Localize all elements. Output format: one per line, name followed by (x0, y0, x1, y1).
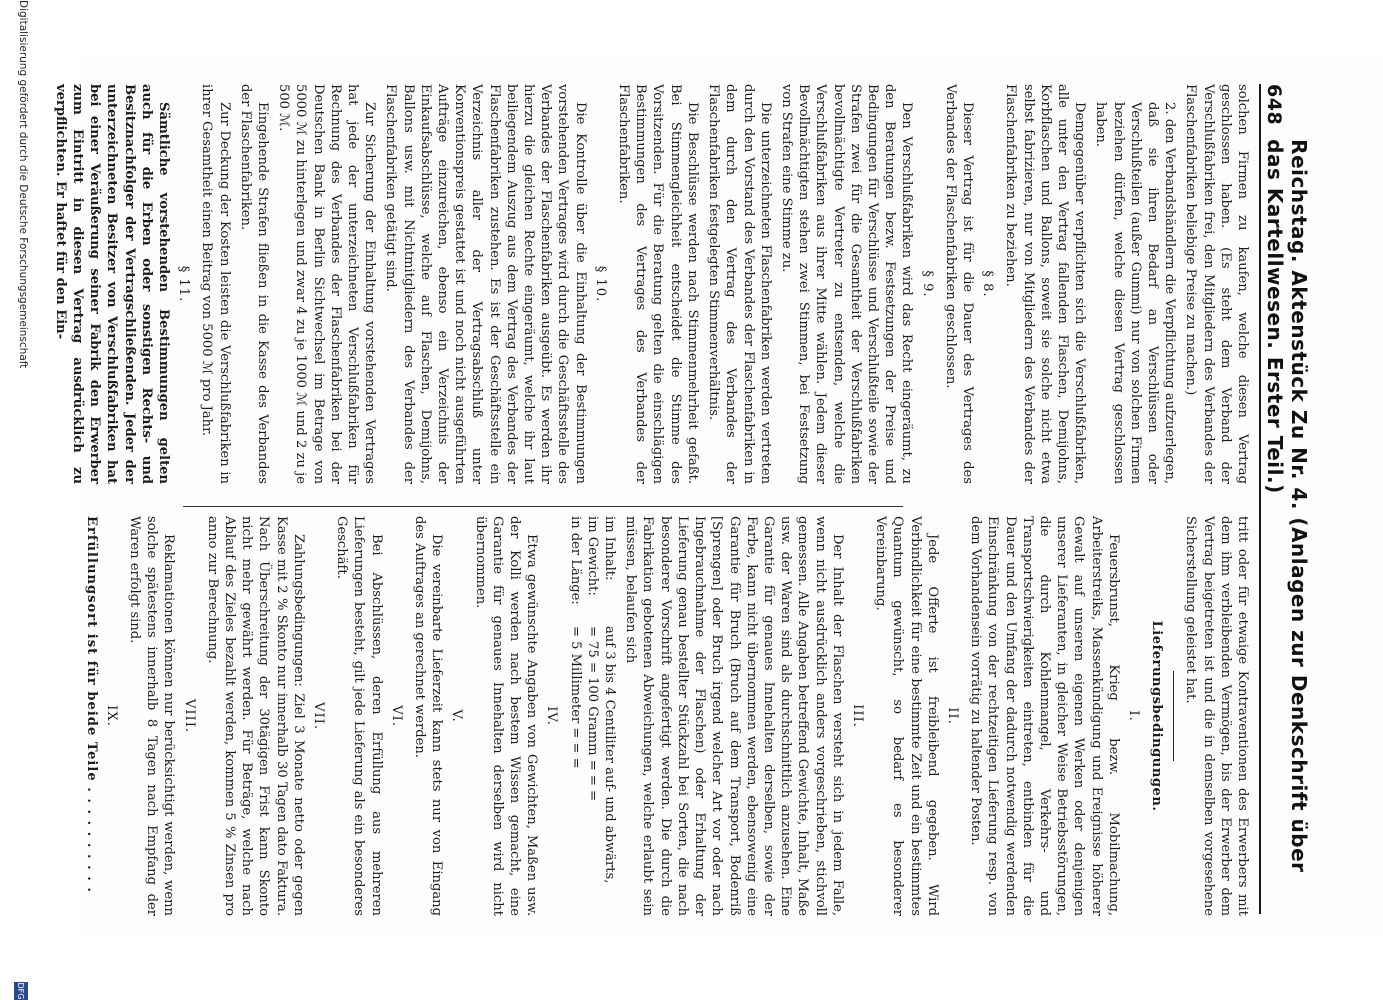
paragraph: Bei Abschlüssen, deren Erfüllung aus mehreren Lieferungen besteht, gilt jede Lieferung als ein besonderes Geschäft. (334, 516, 384, 916)
column-divider (183, 506, 903, 507)
paragraph: Reklamationen können nur berücksichtigt werden, wenn solche spätestens innerhalb 8 Tagen nach Empfang der Waren erfolgt sind. (127, 516, 177, 916)
dfg-logo: DFG (14, 982, 28, 1000)
paragraph: 2. den Verbandshändlern die Verpflichtung aufzuerlegen, daß sie ihren Bedarf an Verschlüssen oder Verschlußteilen (außer Gummi) nur von solchen Firmen beziehen dürfen, welche diesen Vertrag geschlossen haben. (1093, 102, 1178, 484)
tolerance-value: = 5 Millimeter = = = (567, 626, 583, 769)
tolerance-row (601, 516, 618, 916)
tolerance-row (566, 516, 583, 916)
left-column (48, 84, 1251, 484)
tolerance-value: = 75 = 100 Gramm = = = (584, 626, 600, 802)
paragraph: Zur Deckung der Kosten leisten die Verschlußfabriken in ihrer Gesamtheit einen Beitrag von 5000 ℳ pro Jahr. (199, 84, 232, 484)
paragraph: Demgegenüber verpflichten sich die Verschlußfabriken, alle unter den Vertrag fallenden Flaschen, Demijohns, Korbflaschen und Ballons, soweit sie solche nicht etwa selbst fabrizieren, nur von Mitgliedern des Verbandes der Flaschenfabriken zu beziehen. (1003, 84, 1088, 484)
paragraph: Feuersbrunst, Krieg bezw. Mobilmachung, Arbeiterstreiks, Massenkündigung und Ereignisse höherer Gewalt auf unseren eigenen Werken oder denjenigen unserer Lieferanten, in gleicher Weise Betriebsstörungen, die durch Kohlenmangel, Verkehrs- und Transportschwierigkeiten eintreten, entbinden für die Dauer und den Umfang der dadurch notwendig werdenden Einschränkung von der rechtzeitigen Lieferung resp. von dem Vorhandensein vorrätig zu haltender Posten. (968, 516, 1121, 916)
paragraph: Die unterzeichneten Flaschenfabriken werden vertreten durch den Vorstand des Verbandes der Flaschenfabriken in dem durch den Vertrag des Verbandes der Flaschenfabriken festgelegten Stimmenverhältnis. (706, 84, 773, 484)
roman-numeral: VIII. (181, 698, 197, 734)
page-header (1259, 84, 1311, 914)
section-heading: Lieferungsbedingungen. (1149, 620, 1165, 812)
roman-numeral: I. (1125, 710, 1141, 722)
tolerance-label: im Gewicht: (584, 516, 600, 596)
section-number: § 11. (176, 265, 192, 303)
paragraph: Eingehende Strafen fließen in die Kasse des Verbandes der Flaschenfabriken. (237, 84, 271, 484)
right-column (78, 516, 1251, 916)
tolerance-label: im Inhalt: (602, 516, 618, 581)
section-number: § 10. (592, 265, 608, 303)
section-number: § 8. (980, 270, 996, 298)
page-title: Reichstag. Aktenstück Zu Nr. 4. (Anlagen zur Denkschrift über das Kartellwesen. Erster Teil.) (1263, 139, 1311, 873)
section-number: § 9. (919, 270, 935, 298)
paragraph: Jede Offerte ist freibleibend gegeben. Wird Verbindlichkeit für eine bestimmte Zeit und ein bestimmtes Quantum gewünscht, so bedarf es besonderer Vereinbarung. (873, 516, 940, 916)
paragraph: solchen Firmen zu kaufen, welche diesen Vertrag geschlossen haben. (Es steht dem Verband der Verschlußfabriken frei, den Mitgliedern des Verbandes der Flaschenfabriken beliebige Preise zu machen.) (1183, 84, 1250, 484)
paragraph: Zur Sicherung der Einhaltung vorstehenden Vertrages hat jede der unterzeichneten Verschlußfabriken für Rechnung des Verbandes der Flaschenfabriken bei der Deutschen Bank in Berlin Sichtwechsel im Betrage von 5000 ℳ zu hinterlegen und zwar 4 zu je 1000 ℳ und 2 zu je 500 ℳ. (276, 84, 378, 484)
paragraph: Die vereinbarte Lieferzeit kann stets nur von Eingang des Auftrages an gerechnet werden. (412, 516, 445, 916)
roman-numeral: VI. (388, 705, 404, 727)
paragraph: Den Verschlußfabriken wird das Recht eingeräumt, zu den Beratungen bezw. Festsetzungen der Preise und Bedingungen für Verschlüsse und Verschlußteile sowie der Strafen zwei für die Gesamtheit der Verschlußfabriken bevollmächtigte Vertreter zu entsenden, welche die Verschlußfabriken aus ihrer Mitte wählen. Jedem dieser Bevollmächtigten stehen zwei Stimmen, bei Festsetzung von Strafen eine Stimme zu. (778, 84, 915, 484)
paragraph: tritt oder für etwaige Kontraventionen des Erwerbers mit dem ihm verbleibenden Vermögen, bis der Erwerber dem Vertrag beigetreten ist und die in demselben vorgesehene Sicherstellung geleistet hat. (1183, 516, 1250, 916)
tolerance-value: auf 3 bis 4 Centiliter auf- und abwärts, (602, 626, 618, 884)
paragraph: Der Inhalt der Flaschen versteht sich in jedem Falle, wenn nicht ausdrücklich anders vorgeschrieben, stichvoll gemessen. Alle Angaben betreffend Gewichte, Inhalt, Maße usw. der Waren sind als durchschnittlich anzusehen. Eine Garantie für genaues Innehalten derselben, sowie der Farbe, kann nicht übernommen werden, ebensowenig eine Garantie für Bruch (Bruch auf dem Transport, Bodenriß [Sprengen] oder Bruch irgend welcher Art vor oder nach Ingebrauchnahme der Flaschen) oder Erhaltung der Lieferung genau bestellter Stückzahl bei Sorten, die nach besonderer Vorschrift angefertigt werden. Die durch die Fabrikation gebotenen Abweichungen, welche erlaubt sein müssen, belaufen sich (623, 516, 845, 916)
roman-numeral: IX. (103, 705, 119, 727)
roman-numeral: II. (944, 707, 960, 725)
paragraph: Etwa gewünschte Angaben von Gewichten, Maßen usw. der Kolli werden nach bestem Wissen gemacht, eine Garantie für genaues Innehalten derselben wird nicht übernommen. (472, 516, 540, 916)
paragraph: Dieser Vertrag ist für die Dauer des Vertrages des Verbandes der Flaschenfabriken geschlossen. (942, 84, 975, 484)
funding-credit: Digitalisierung gefördert durch die Deutsche Forschungsgemeinschaft (17, 0, 29, 369)
roman-numeral: VII. (311, 702, 327, 730)
paragraph: Zahlungsbedingungen: Ziel 3 Monate netto oder gegen Kasse mit 2 % Skonto nur innerhalb 30 Tagen dato Faktura. Nach Überschreitung der 30tägigen Frist kann Skonto nicht mehr gewährt werden. Für Beträge, welche nach Ablauf des Zieles bezahlt werden, kommen 5 % Zinsen pro anno zur Berechnung. (204, 516, 306, 916)
paragraph: Die Beschlüsse werden nach Stimmenmehrheit gefaßt. Bei Stimmengleichheit entscheidet die Stimme des Vorsitzenden. Für die Beratung gelten die einschlägigen Bestimmungen des Vertrages des Verbandes der Flaschenfabriken. (616, 84, 700, 484)
roman-numeral: V. (449, 709, 465, 723)
tolerance-row (584, 516, 601, 916)
roman-numeral: III. (849, 704, 865, 728)
paragraph: Erfüllungsort ist für beide Teile . . . . . . . . . . (83, 516, 99, 893)
tolerance-label: in der Länge: (567, 516, 583, 605)
credit-strip (11, 0, 31, 1000)
separator-rule (1173, 671, 1174, 761)
roman-numeral: IV. (544, 706, 560, 726)
page-number: 648 (1263, 84, 1285, 126)
paragraph: Die Kontrolle über die Einhaltung der Bestimmungen vorstehenden Vertrages wird durch die Geschäftsstelle des Verbandes der Flaschenfabriken ausgeübt. Es werden ihr hierzu die gleichen Rechte eingeräumt, welche ihr laut beiliegendem Auszug aus dem Vertrag des Verbandes der Flaschenfabriken zustehen. Es ist der Geschäftsstelle ein Verzeichnis aller der Vertragsabschluß unter Konventionspreis gestattet ist und noch nicht ausgeführten Aufträge einzureichen, ebenso ein Verzeichnis der Einkaufsabschlüsse, welche auf Flaschen, Demijohns, Ballons usw. mit Nichtmitgliedern des Verbandes der Flaschenfabriken getätigt sind. (383, 84, 588, 484)
paragraph: Sämtliche vorstehenden Bestimmungen gelten auch für die Erben oder sonstigen Rechts- und Besitznachfolger der Vertragschließenden. Jeder der unterzeichneten Besitzer von Verschlußfabriken hat bei einer Veräußerung seiner Fabrik den Erwerber zum Eintritt in diesen Vertrag ausdrücklich zu verpflichten. Er haftet für den Ein- (52, 84, 172, 484)
